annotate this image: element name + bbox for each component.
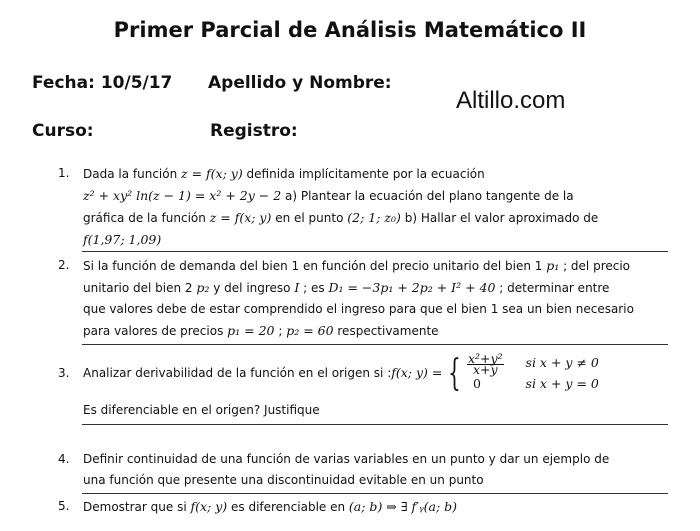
fecha-field — [32, 73, 172, 93]
formula: I — [294, 280, 300, 295]
text: Definir continuidad de una función de varias variables en un punto y dar un ejemplo de — [83, 452, 610, 466]
piecewise-cases — [467, 351, 599, 393]
divider — [82, 344, 668, 345]
formula: z² + xy² ln(z − 1) = x² + 2y − 2 — [83, 188, 282, 203]
numerator: x²+y² — [467, 351, 503, 366]
fraction — [467, 351, 504, 377]
text: b) Hallar el valor aproximado de — [404, 211, 599, 225]
formula: f(x; y) — [190, 499, 228, 514]
text: gráfica de la función — [83, 211, 206, 225]
formula: z = f(x; y) — [209, 210, 272, 225]
curso-label: Curso: — [32, 121, 94, 141]
page-title: Primer Parcial de Análisis Matemático II — [113, 18, 587, 42]
case-condition: si x + y = 0 — [525, 376, 599, 391]
text: Si la función de demanda del bien 1 en función del precio unitario del bien 1 — [83, 259, 543, 273]
divider — [82, 493, 668, 494]
question-number: 1. — [58, 166, 70, 180]
text: respectivamente — [337, 324, 439, 338]
text: Dada la función — [83, 167, 178, 181]
formula: p₂ — [196, 280, 210, 295]
altillo-watermark: Altillo.com — [456, 87, 566, 114]
apellido-nombre-label: Apellido y Nombre: — [208, 73, 392, 93]
text: Analizar derivabilidad de la función en el origen si — [83, 366, 384, 380]
question-number: 2. — [58, 258, 70, 272]
text: ; — [278, 324, 283, 338]
fecha-value: 10/5/17 — [100, 73, 173, 93]
text: que valores debe de estar comprendido el ingreso para que el bien 1 sea un bien necesario — [83, 302, 634, 316]
text: ; del precio — [563, 259, 631, 273]
formula: p₁ — [546, 258, 560, 273]
formula: z = f(x; y) — [181, 166, 243, 181]
formula: p₂ = 60 — [286, 323, 334, 338]
formula: D₁ = −3p₁ + 2p₂ + I² + 40 — [328, 280, 496, 295]
text: Demostrar que si — [83, 500, 187, 514]
text: ; es — [303, 281, 325, 295]
denominator: x+y — [472, 362, 498, 377]
text: en el punto — [275, 211, 344, 225]
text: : — [387, 366, 392, 380]
case-value: 0 — [472, 376, 481, 391]
left-brace: { — [448, 352, 461, 394]
text: Es diferenciable en el origen? Justifique — [83, 403, 320, 417]
formula: (a; b) ⇒ ∃ f′ᵧ(a; b) — [348, 499, 458, 514]
text: es diferenciable en — [231, 500, 346, 514]
divider — [82, 424, 668, 425]
fecha-label: Fecha: — [32, 73, 95, 93]
question-number: 5. — [58, 499, 70, 513]
formula: p₁ = 20 — [227, 323, 275, 338]
formula: f(1,97; 1,09) — [83, 232, 162, 247]
text: unitario del bien 2 — [83, 281, 193, 295]
formula: f(x; y) = — [391, 365, 443, 380]
text: a) Plantear la ecuación del plano tangente de la — [285, 189, 574, 203]
text: y del ingreso — [213, 281, 291, 295]
question-number: 4. — [58, 452, 70, 466]
text: definida implícitamente por la ecuación — [246, 167, 485, 181]
question-number: 3. — [58, 366, 70, 380]
case-condition: si x + y ≠ 0 — [525, 355, 599, 370]
text: ; determinar entre — [499, 281, 610, 295]
text: para valores de precios — [83, 324, 224, 338]
formula: (2; 1; z₀) — [347, 210, 401, 225]
text: una función que presente una discontinuidad evitable en un punto — [83, 473, 484, 487]
registro-label: Registro: — [210, 121, 298, 141]
divider — [82, 251, 668, 252]
